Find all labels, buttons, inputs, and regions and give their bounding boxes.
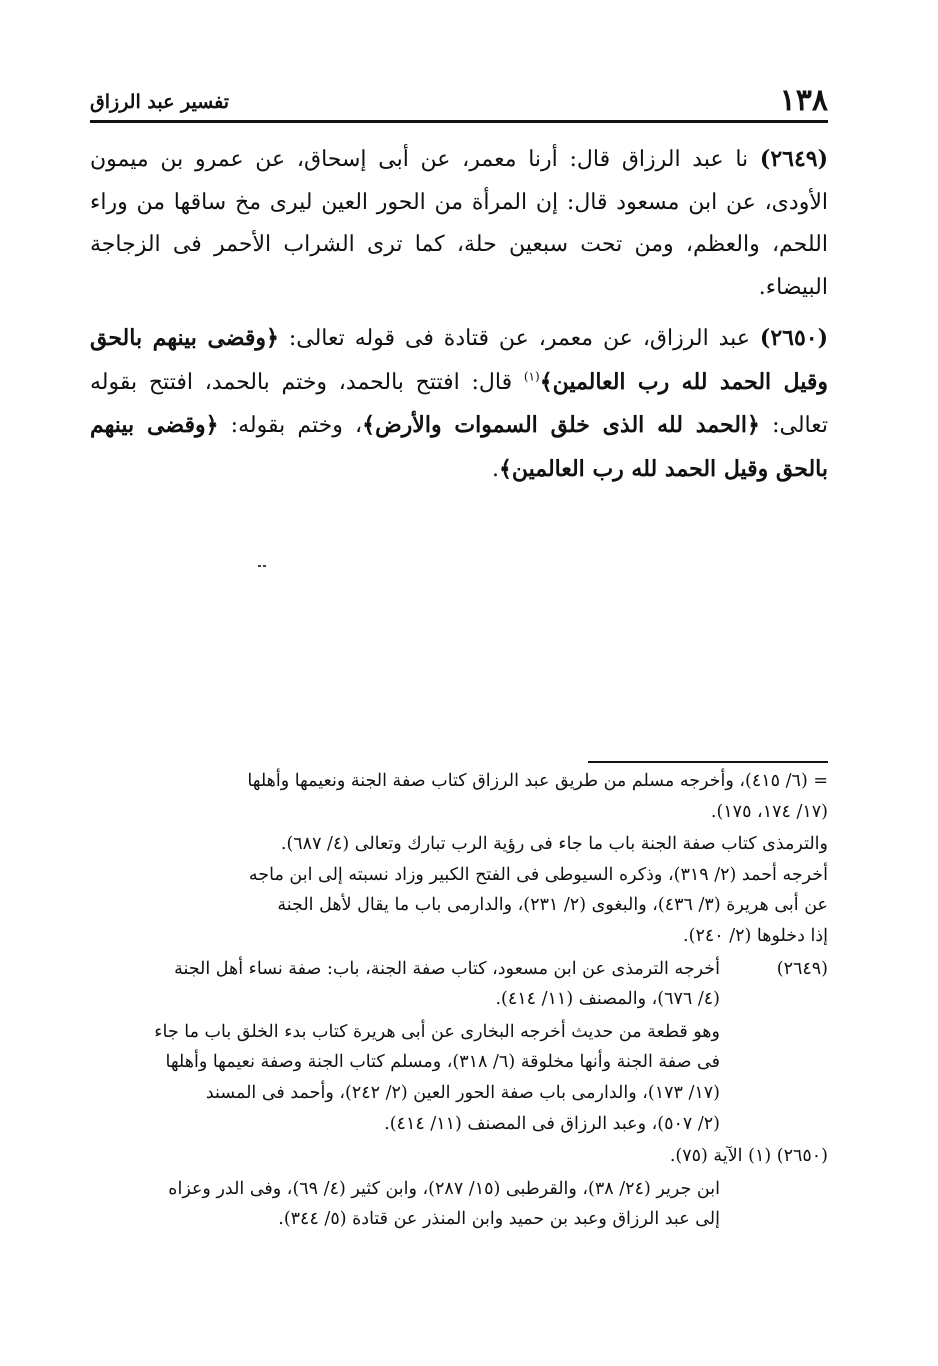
entry-text: عبد الرزاق، عن معمر، عن قتادة فى قوله تعالى:	[288, 326, 750, 351]
page-header	[90, 84, 828, 122]
entry-text: قال: افتتح بالحمد، وختم بالحمد، افتتح بقوله تعالى:	[90, 369, 829, 438]
entry-text: نا عبد الرزاق قال: أرنا معمر، عن أبى إسحاق، عن عمرو بن ميمون الأودى، عن ابن مسعود قال: إن المرأة من الحور العين ليرى مخ ساقها من وراء اللحم، والعظم، ومن تحت سبعين حلة، كما ترى الشراب الأحمر فى الزجاجة البيضاء.	[90, 147, 828, 300]
quran-quote: ﴿وقضى بينهم بالحق وقيل الحمد لله رب العالمين﴾	[90, 325, 828, 395]
page-number: ١٣٨	[779, 83, 828, 118]
footnote-line: أخرجه الترمذى عن ابن مسعود، كتاب صفة الجنة، باب: صفة نساء أهل الجنة	[174, 958, 720, 979]
footnote-reference: (١)	[523, 369, 540, 384]
footnote-line: فى صفة الجنة وأنها مخلوقة (٦/ ٣١٨)، ومسلم كتاب الجنة وصفة نعيمها وأهلها	[165, 1052, 720, 1073]
footnote-line: (٢٦٥٠) (١) الآية (٧٥).	[669, 1146, 828, 1167]
footnote-line: أخرجه أحمد (٢/ ٣١٩)، وذكره السيوطى فى الفتح الكبير وزاد نسبته إلى ابن ماجه	[248, 864, 828, 885]
footnote-line: عن أبى هريرة (٣/ ٤٣٦)، والبغوى (٢/ ٢٣١)، والدارمى باب ما يقال لأهل الجنة	[277, 895, 828, 916]
entry-2649	[90, 138, 828, 309]
quran-quote: ﴿الحمد لله الذى خلق السموات والأرض﴾	[362, 412, 760, 438]
entry-2650	[90, 317, 828, 491]
footnote-line: ابن جرير (٢٤/ ٣٨)، والقرطبى (١٥/ ٢٨٧)، وابن كثير (٤/ ٦٩)، وفى الدر وعزاه	[168, 1178, 720, 1199]
footnote-block	[90, 829, 828, 951]
footnotes	[90, 766, 828, 1237]
running-title: تفسير عبد الرزاق	[90, 91, 230, 113]
footnote-separator	[588, 761, 828, 763]
footnote-line: إلى عبد الرزاق وعبد بن حميد وابن المنذر عن قتادة (٥/ ٣٤٤).	[278, 1209, 720, 1230]
footnote-label: (٢٦٤٩)	[776, 958, 828, 979]
footnote-block-2650	[90, 1141, 828, 1172]
footnote-line: = (٦/ ٤١٥)، وأخرجه مسلم من طريق عبد الرزاق كتاب صفة الجنة ونعيمها وأهلها	[247, 771, 828, 791]
footnote-block-2649	[90, 954, 828, 1015]
ink-speck	[258, 552, 272, 555]
footnote-line: (١٧/ ١٧٣)، والدارمى باب صفة الحور العين (٢/ ٢٤٢)، وأحمد فى المسند	[205, 1082, 720, 1103]
footnote-block	[90, 766, 828, 827]
footnote-line: (١٧/ ١٧٤، ١٧٥).	[710, 801, 828, 822]
footnote-block	[90, 1174, 828, 1235]
entry-number: (٢٦٥٠)	[759, 325, 828, 351]
footnote-line: (٢/ ٥٠٧)، وعبد الرزاق فى المصنف (١١/ ٤١٤).	[384, 1113, 720, 1134]
entry-end: .	[491, 456, 499, 482]
quran-quote: ﴿وقضى بينهم بالحق وقيل الحمد لله رب العالمين﴾	[90, 412, 828, 482]
entry-text: ، وختم بقوله:	[230, 413, 363, 438]
main-text	[90, 138, 828, 499]
entry-number: (٢٦٤٩)	[759, 146, 829, 172]
footnote-line: إذا دخلوها (٢/ ٢٤٠).	[683, 925, 828, 946]
footnote-block	[90, 1017, 828, 1139]
footnote-line: (٤/ ٦٧٦)، والمصنف (١١/ ٤١٤).	[495, 989, 720, 1010]
footnote-line: والترمذى كتاب صفة الجنة باب ما جاء فى رؤية الرب تبارك وتعالى (٤/ ٦٨٧).	[280, 834, 828, 855]
header-rule	[90, 120, 828, 123]
footnote-line: وهو قطعة من حديث أخرجه البخارى عن أبى هريرة كتاب بدء الخلق باب ما جاء	[154, 1021, 720, 1042]
